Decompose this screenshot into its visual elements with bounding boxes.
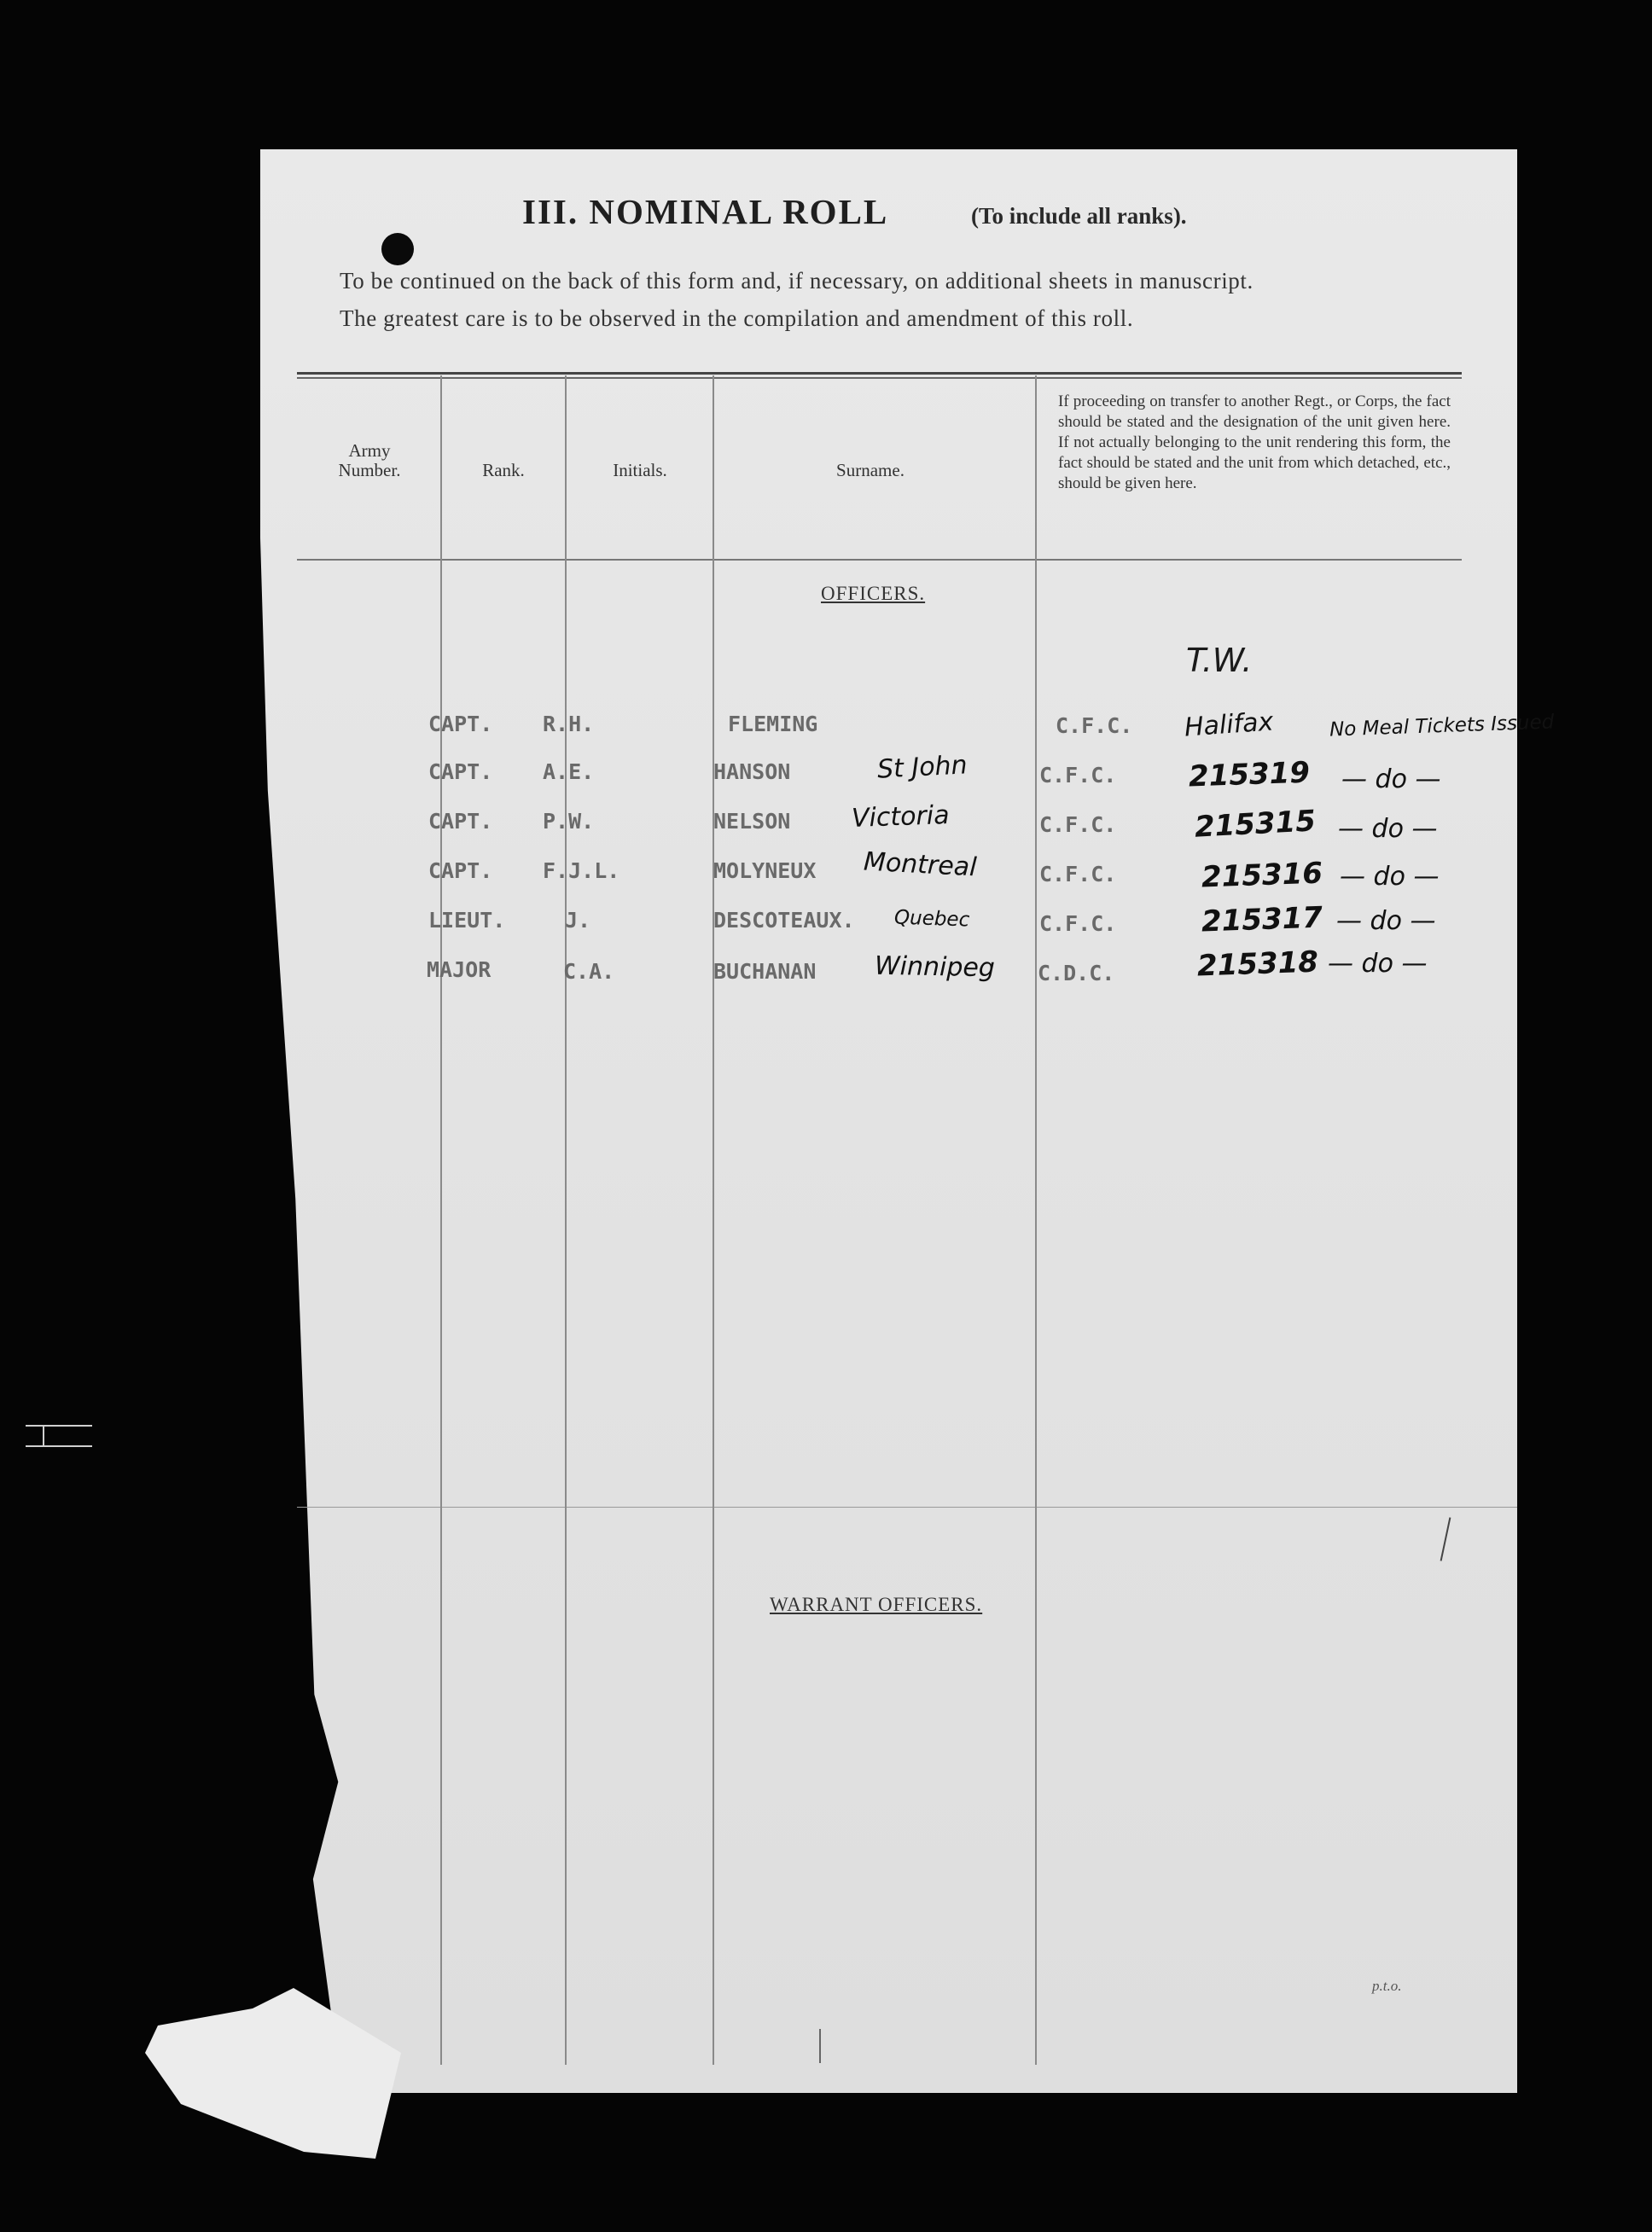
officer-surname: DESCOTEAUX.: [713, 908, 855, 933]
instruction-line-1: To be continued on the back of this form and, if necessary, on additional sheets in manuscript.: [340, 268, 1254, 294]
officer-rank: CAPT.: [428, 712, 493, 736]
officer-rank: CAPT.: [428, 759, 493, 784]
officer-remark: No Meal Tickets Issued: [1329, 711, 1555, 741]
form-title: III. NOMINAL ROLL: [522, 192, 889, 231]
officer-remark: — do —: [1338, 814, 1438, 844]
form-title-note: (To include all ranks).: [971, 203, 1187, 229]
officer-number: 215315: [1194, 804, 1317, 845]
pen-stroke-mark: [819, 2029, 821, 2063]
officer-unit: C.F.C.: [1039, 763, 1117, 788]
officer-city: Victoria: [851, 800, 951, 834]
officer-initials: F.J.L.: [543, 858, 620, 883]
officer-city: Montreal: [863, 846, 978, 883]
section-divider-rule: [297, 1507, 1517, 1508]
header-surname: Surname.: [836, 460, 905, 480]
officer-unit: C.F.C.: [1039, 862, 1117, 886]
officer-unit: C.F.C.: [1056, 713, 1133, 738]
punch-hole: [381, 233, 414, 265]
officer-city: Quebec: [893, 906, 970, 932]
header-rank: Rank.: [482, 460, 525, 480]
officer-unit: C.D.C.: [1038, 961, 1115, 985]
officer-city: Winnipeg: [874, 950, 996, 984]
header-top-rule-inner: [297, 377, 1462, 379]
officer-unit: C.F.C.: [1039, 812, 1117, 837]
officer-surname: MOLYNEUX: [713, 858, 817, 883]
header-transfer-note: If proceeding on transfer to another Regt., or Corps, the fact should be stated and the designation of the unit given here. If not actually belonging to the unit rendering this form, the fact should be stated and the unit from which detached, etc., should be given here.: [1058, 392, 1451, 492]
officer-surname: BUCHANAN: [713, 959, 817, 984]
column-rule-4: [1035, 375, 1037, 2065]
page-turn-note: p.t.o.: [1372, 1978, 1402, 1994]
officer-initials: J.: [565, 908, 591, 933]
officer-rank: CAPT.: [428, 858, 493, 883]
officer-rank: MAJOR: [427, 957, 492, 982]
officer-rank: LIEUT.: [428, 908, 506, 933]
officer-remark: — do —: [1340, 862, 1440, 892]
section-warrant-officers: WARRANT OFFICERS.: [770, 1594, 983, 1615]
officer-remark: — do —: [1341, 764, 1441, 794]
header-bottom-rule: [297, 559, 1462, 561]
officer-surname: FLEMING: [728, 712, 818, 736]
section-officers: OFFICERS.: [821, 583, 926, 604]
officer-number: 215319: [1188, 755, 1311, 794]
officer-remark: — do —: [1328, 949, 1428, 979]
officer-rank: CAPT.: [428, 809, 493, 834]
officer-city: St John: [876, 750, 969, 785]
officer-surname: NELSON: [713, 809, 791, 834]
column-rule-3: [713, 375, 714, 2065]
column-rule-1: [440, 375, 442, 2065]
header-initials: Initials.: [613, 460, 667, 480]
officer-initials: R.H.: [543, 712, 595, 736]
officer-number: 215316: [1201, 856, 1323, 895]
officer-unit: C.F.C.: [1039, 911, 1117, 936]
officer-number: 215318: [1196, 945, 1319, 984]
officer-surname: HANSON: [713, 759, 791, 784]
officer-number: Halifax: [1183, 706, 1275, 743]
instruction-line-2: The greatest care is to be observed in the compilation and amendment of this roll.: [340, 305, 1134, 331]
officer-initials: C.A.: [563, 959, 615, 984]
header-top-rule: [297, 372, 1462, 375]
officer-number: 215317: [1201, 900, 1323, 939]
handwritten-initials: T.W.: [1186, 642, 1253, 679]
officer-remark: — do —: [1336, 906, 1436, 936]
header-army-number: Army Number.: [338, 440, 401, 480]
officer-initials: A.E.: [543, 759, 595, 784]
column-rule-2: [565, 375, 567, 2065]
film-edge-mark: [26, 1425, 92, 1447]
officer-initials: P.W.: [543, 809, 595, 834]
